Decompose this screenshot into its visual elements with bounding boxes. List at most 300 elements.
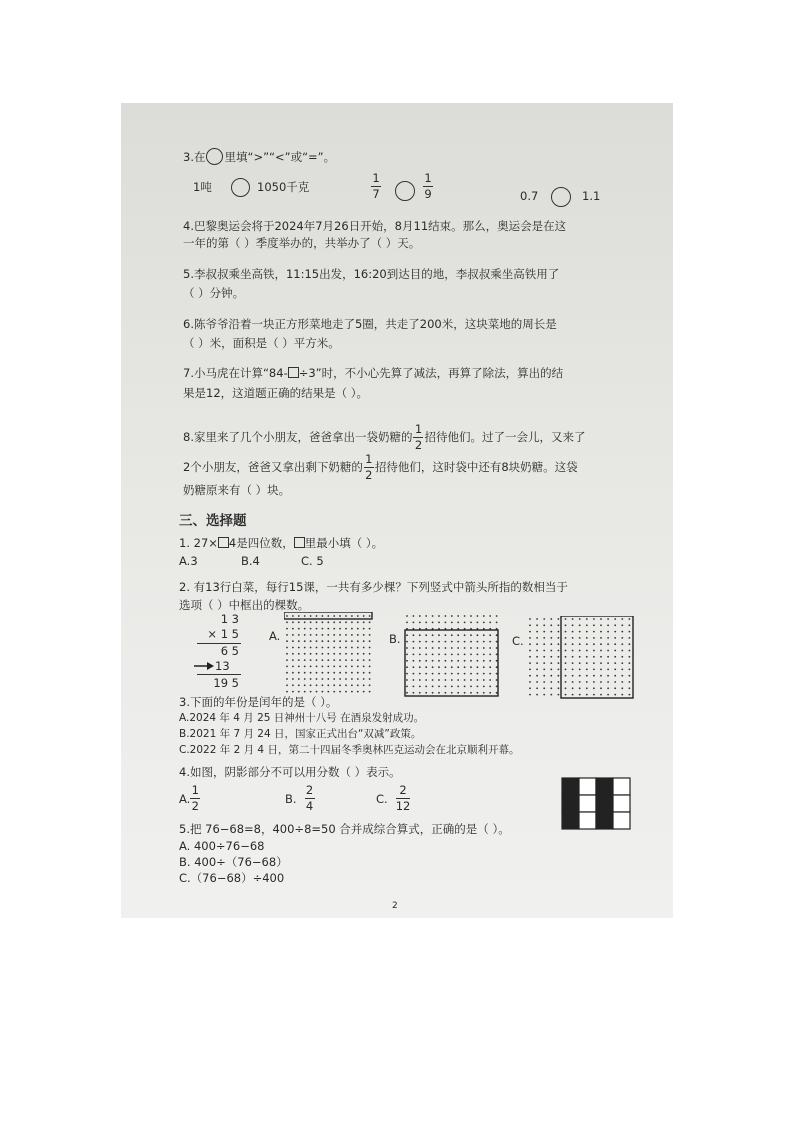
grid-dot — [457, 692, 459, 694]
c1-option-c[interactable]: C. 5 — [301, 554, 324, 568]
grid-dot — [536, 675, 538, 677]
grid-dot — [322, 653, 324, 655]
grid-dot — [286, 653, 288, 655]
grid-dot — [579, 631, 581, 633]
calc-row2: × 1 5 — [207, 627, 239, 641]
grid-dot — [558, 637, 560, 639]
grid-dot — [489, 647, 491, 649]
grid-dot — [286, 634, 288, 636]
grid-dot — [419, 673, 421, 675]
grid-dot — [406, 647, 408, 649]
grid-dot — [406, 660, 408, 662]
grid-dot — [550, 643, 552, 645]
grid-dot — [629, 694, 631, 696]
grid-dot — [496, 615, 498, 617]
grid-dot — [558, 643, 560, 645]
grid-dot — [432, 660, 434, 662]
grid-dot — [536, 618, 538, 620]
grid-dot — [572, 681, 574, 683]
grid-dot — [483, 622, 485, 624]
grid-dot — [489, 686, 491, 688]
c1-text-b: 4是四位数， — [228, 536, 294, 550]
grid-dot — [413, 679, 415, 681]
grid-dot — [536, 650, 538, 652]
grid-cell — [596, 778, 613, 795]
grid-dot — [419, 660, 421, 662]
grid-dot — [579, 669, 581, 671]
grid-dot — [621, 631, 623, 633]
dot-grid-b — [403, 612, 501, 698]
grid-dot — [496, 673, 498, 675]
grid-dot — [345, 659, 347, 661]
grid-dot — [565, 656, 567, 658]
grid-dot — [483, 673, 485, 675]
grid-dot — [464, 666, 466, 668]
grid-dot — [543, 687, 545, 689]
grid-dot — [451, 654, 453, 656]
grid-dot — [543, 618, 545, 620]
grid-dot — [406, 686, 408, 688]
grid-dot — [483, 641, 485, 643]
grid-dot — [413, 666, 415, 668]
grid-dot — [292, 672, 294, 674]
grid-dot — [451, 622, 453, 624]
grid-dot — [529, 643, 531, 645]
q6-line1: 6.陈爷爷沿着一块正方形菜地走了5圈，共走了200米，这块菜地的周长是 — [183, 317, 557, 331]
grid-dot — [310, 653, 312, 655]
q7-text-b: ÷3”时，不小心先算了减法，再算了除法，算出的结 — [298, 366, 564, 380]
arrow-icon — [193, 660, 215, 672]
grid-dot — [477, 692, 479, 694]
grid-dot — [322, 634, 324, 636]
grid-dot — [425, 634, 427, 636]
c5-option-b[interactable]: B. 400÷（76−68） — [179, 855, 288, 869]
grid-dot — [316, 659, 318, 661]
grid-dot — [470, 679, 472, 681]
grid-dot — [369, 672, 371, 674]
c2-option-a-label[interactable]: A. — [269, 629, 281, 643]
grid-dot — [363, 684, 365, 686]
c1-option-a[interactable]: A.3 — [179, 554, 198, 568]
grid-dot — [543, 656, 545, 658]
page-number: 2 — [392, 901, 398, 911]
grid-dot — [621, 681, 623, 683]
grid-dot — [438, 673, 440, 675]
grid-dot — [304, 691, 306, 693]
grid-dot — [607, 681, 609, 683]
grid-dot — [572, 662, 574, 664]
grid-dot — [629, 669, 631, 671]
grid-dot — [339, 621, 341, 623]
grid-dot — [445, 673, 447, 675]
q4-line2: 一年的第（ ）季度举办的，共举办了（ ）天。 — [183, 236, 421, 250]
fraction-numerator: 1 — [365, 452, 373, 466]
grid-dot — [621, 662, 623, 664]
c1-option-b[interactable]: B.4 — [241, 554, 260, 568]
grid-dot — [579, 618, 581, 620]
grid-dot — [558, 624, 560, 626]
grid-dot — [543, 650, 545, 652]
c2-option-b-label[interactable]: B. — [389, 632, 401, 646]
grid-dot — [451, 686, 453, 688]
grid-dot — [593, 662, 595, 664]
grid-dot — [369, 647, 371, 649]
grid-dot — [483, 615, 485, 617]
grid-cell — [562, 812, 579, 829]
grid-dot — [565, 650, 567, 652]
grid-dot — [286, 628, 288, 630]
grid-dot — [445, 660, 447, 662]
c3-option-c[interactable]: C.2022 年 2 月 4 日，第二十四届冬季奥林匹克运动会在北京顺利开幕。 — [179, 744, 520, 756]
grid-dot — [304, 628, 306, 630]
shaded-grid-figure — [561, 777, 631, 833]
grid-dot — [621, 624, 623, 626]
fraction-numerator: 1 — [372, 171, 380, 185]
grid-dot — [621, 687, 623, 689]
grid-dot — [483, 654, 485, 656]
grid-dot — [345, 640, 347, 642]
grid-dot — [579, 624, 581, 626]
grid-dot — [621, 643, 623, 645]
grid-dot — [438, 692, 440, 694]
grid-dot — [586, 637, 588, 639]
grid-dot — [529, 681, 531, 683]
grid-dot — [339, 628, 341, 630]
grid-dot — [298, 628, 300, 630]
grid-dot — [543, 643, 545, 645]
grid-dot — [363, 621, 365, 623]
grid-dot — [629, 650, 631, 652]
grid-dot — [369, 666, 371, 668]
grid-dot — [529, 618, 531, 620]
grid-dot — [477, 641, 479, 643]
grid-dot — [529, 637, 531, 639]
grid-cell — [613, 812, 630, 829]
c4-option-b[interactable] — [285, 784, 315, 813]
grid-dot — [536, 662, 538, 664]
grid-dot — [614, 631, 616, 633]
grid-dot — [316, 691, 318, 693]
c1-prompt — [179, 535, 383, 551]
grid-dot — [621, 675, 623, 677]
grid-dot — [558, 662, 560, 664]
blank-circle[interactable] — [206, 148, 223, 165]
grid-dot — [333, 684, 335, 686]
grid-dot — [310, 672, 312, 674]
grid-dot — [369, 684, 371, 686]
c5-option-a[interactable]: A. 400÷76−68 — [179, 839, 265, 853]
grid-dot — [304, 666, 306, 668]
q8-line1 — [183, 423, 585, 452]
fraction-denominator: 2 — [414, 438, 423, 452]
grid-dot — [339, 691, 341, 693]
option-label: B. — [285, 791, 297, 806]
grid-dot — [489, 692, 491, 694]
grid-dot — [529, 656, 531, 658]
grid-dot — [565, 681, 567, 683]
grid-cell — [579, 795, 596, 812]
grid-dot — [477, 686, 479, 688]
grid-dot — [536, 681, 538, 683]
grid-dot — [438, 679, 440, 681]
grid-dot — [445, 615, 447, 617]
grid-dot — [457, 660, 459, 662]
grid-dot — [425, 615, 427, 617]
grid-dot — [464, 686, 466, 688]
grid-dot — [477, 622, 479, 624]
grid-dot — [286, 678, 288, 680]
grid-dot — [304, 659, 306, 661]
grid-dot — [457, 673, 459, 675]
grid-dot — [316, 678, 318, 680]
grid-cell — [579, 812, 596, 829]
grid-dot — [496, 641, 498, 643]
grid-dot — [310, 615, 312, 617]
grid-dot — [470, 622, 472, 624]
grid-dot — [600, 643, 602, 645]
q7-line2: 果是12，这道题正确的结果是（ ）。 — [183, 386, 369, 400]
grid-dot — [600, 669, 602, 671]
c2-line1: 2. 有13行白菜，每行15课，一共有多少棵？下列竖式中箭头所指的数相当于 — [179, 580, 568, 594]
grid-dot — [369, 640, 371, 642]
grid-dot — [345, 647, 347, 649]
grid-dot — [451, 660, 453, 662]
grid-dot — [316, 653, 318, 655]
grid-dot — [496, 634, 498, 636]
calc-row1: 1 3 — [220, 612, 239, 626]
grid-dot — [496, 679, 498, 681]
grid-dot — [477, 666, 479, 668]
grid-dot — [292, 615, 294, 617]
grid-dot — [369, 659, 371, 661]
q8-text-a: 8.家里来了几个小朋友，爸爸拿出一袋奶糖的 — [183, 430, 413, 444]
q8-text-b: 招待他们。过了一会儿，又来了 — [424, 430, 586, 444]
grid-dot — [464, 679, 466, 681]
grid-dot — [419, 686, 421, 688]
grid-dot — [363, 691, 365, 693]
grid-dot — [621, 637, 623, 639]
grid-dot — [316, 640, 318, 642]
grid-dot — [316, 684, 318, 686]
grid-dot — [333, 653, 335, 655]
grid-dot — [298, 621, 300, 623]
grid-dot — [327, 691, 329, 693]
grid-dot — [339, 666, 341, 668]
grid-dot — [457, 686, 459, 688]
grid-dot — [327, 621, 329, 623]
grid-dot — [489, 641, 491, 643]
grid-dot — [432, 654, 434, 656]
grid-dot — [425, 647, 427, 649]
grid-dot — [425, 660, 427, 662]
grid-dot — [432, 641, 434, 643]
grid-dot — [413, 641, 415, 643]
grid-dot — [464, 654, 466, 656]
q8-text-c: 2个小朋友，爸爸又拿出剩下奶糖的 — [183, 460, 363, 474]
grid-dot — [351, 628, 353, 630]
c2-option-c-label[interactable]: C. — [512, 634, 524, 648]
grid-dot — [345, 691, 347, 693]
grid-dot — [406, 622, 408, 624]
grid-dot — [543, 624, 545, 626]
blank-square[interactable] — [294, 537, 305, 548]
grid-dot — [457, 647, 459, 649]
grid-dot — [489, 673, 491, 675]
grid-dot — [451, 666, 453, 668]
grid-dot — [489, 634, 491, 636]
grid-dot — [586, 675, 588, 677]
grid-dot — [363, 628, 365, 630]
grid-dot — [310, 659, 312, 661]
grid-dot — [565, 675, 567, 677]
grid-dot — [614, 624, 616, 626]
grid-dot — [298, 659, 300, 661]
grid-dot — [483, 647, 485, 649]
grid-dot — [351, 672, 353, 674]
grid-dot — [565, 669, 567, 671]
grid-dot — [406, 666, 408, 668]
grid-dot — [489, 660, 491, 662]
grid-dot — [292, 628, 294, 630]
q3-item1-circle[interactable] — [231, 178, 250, 197]
grid-dot — [565, 618, 567, 620]
grid-dot — [464, 660, 466, 662]
option-label: A. — [179, 791, 191, 806]
grid-dot — [586, 618, 588, 620]
c4-option-c[interactable] — [376, 784, 410, 813]
grid-dot — [483, 660, 485, 662]
grid-dot — [327, 653, 329, 655]
grid-dot — [438, 647, 440, 649]
grid-dot — [292, 684, 294, 686]
blank-square[interactable] — [288, 367, 299, 378]
c2-line2: 选项（ ）中框出的棵数。 — [179, 598, 310, 612]
grid-dot — [406, 654, 408, 656]
grid-dot — [470, 660, 472, 662]
grid-dot — [629, 618, 631, 620]
calc-row5: 19 5 — [213, 676, 239, 690]
grid-dot — [316, 628, 318, 630]
grid-dot — [536, 624, 538, 626]
c5-option-c[interactable]: C.（76−68）÷400 — [179, 871, 285, 885]
grid-dot — [327, 615, 329, 617]
c3-option-b[interactable]: B.2021 年 7 月 24 日，国家正式出台“双减”政策。 — [179, 728, 422, 740]
c4-option-a[interactable] — [179, 784, 200, 813]
grid-dot — [464, 615, 466, 617]
grid-dot — [339, 640, 341, 642]
grid-dot — [432, 673, 434, 675]
grid-dot — [357, 615, 359, 617]
grid-dot — [286, 647, 288, 649]
grid-dot — [310, 691, 312, 693]
grid-dot — [600, 631, 602, 633]
grid-dot — [327, 634, 329, 636]
grid-dot — [304, 672, 306, 674]
grid-dot — [600, 637, 602, 639]
grid-dot — [432, 634, 434, 636]
grid-dot — [345, 653, 347, 655]
q5-line1: 5.李叔叔乘坐高铁，11:15出发，16:20到达目的地，李叔叔乘坐高铁用了 — [183, 267, 560, 281]
grid-dot — [363, 647, 365, 649]
q3-item3-right: 1.1 — [582, 189, 601, 203]
grid-cell — [613, 778, 630, 795]
grid-dot — [322, 691, 324, 693]
grid-dot — [558, 631, 560, 633]
grid-dot — [614, 694, 616, 696]
grid-dot — [579, 681, 581, 683]
grid-dot — [339, 672, 341, 674]
grid-dot — [470, 641, 472, 643]
grid-dot — [425, 622, 427, 624]
grid-dot — [339, 659, 341, 661]
grid-dot — [529, 669, 531, 671]
grid-dot — [438, 686, 440, 688]
grid-dot — [607, 675, 609, 677]
grid-dot — [322, 615, 324, 617]
grid-dot — [351, 684, 353, 686]
grid-dot — [572, 675, 574, 677]
grid-dot — [406, 673, 408, 675]
grid-dot — [586, 656, 588, 658]
blank-square[interactable] — [218, 537, 229, 548]
grid-dot — [572, 687, 574, 689]
grid-dot — [425, 679, 427, 681]
grid-dot — [543, 694, 545, 696]
grid-dot — [529, 650, 531, 652]
grid-dot — [357, 647, 359, 649]
grid-dot — [483, 679, 485, 681]
grid-dot — [425, 654, 427, 656]
grid-dot — [629, 643, 631, 645]
grid-dot — [438, 634, 440, 636]
q3-item2-left-fraction — [371, 172, 381, 201]
grid-dot — [600, 650, 602, 652]
grid-dot — [298, 691, 300, 693]
grid-dot — [614, 687, 616, 689]
grid-dot — [327, 628, 329, 630]
q3-item3-circle[interactable] — [551, 187, 571, 207]
grid-dot — [629, 662, 631, 664]
c3-option-a[interactable]: A.2024 年 4 月 25 日神州十八号 在酒泉发射成功。 — [179, 712, 425, 724]
grid-dot — [419, 647, 421, 649]
grid-dot — [470, 634, 472, 636]
grid-dot — [292, 640, 294, 642]
grid-dot — [298, 672, 300, 674]
q8-line3: 奶糖原来有（ ）块。 — [183, 483, 291, 497]
grid-dot — [600, 694, 602, 696]
grid-dot — [543, 681, 545, 683]
grid-dot — [600, 624, 602, 626]
grid-dot — [579, 687, 581, 689]
grid-dot — [357, 653, 359, 655]
q3-item2-circle[interactable] — [395, 181, 415, 201]
grid-dot — [357, 678, 359, 680]
grid-dot — [286, 615, 288, 617]
grid-dot — [529, 662, 531, 664]
q4-line1: 4.巴黎奥运会将于2024年7月26日开始，8月11结束。那么，奥运会是在这 — [183, 219, 567, 233]
grid-dot — [406, 634, 408, 636]
grid-dot — [357, 666, 359, 668]
grid-dot — [629, 656, 631, 658]
grid-dot — [529, 675, 531, 677]
grid-dot — [357, 628, 359, 630]
grid-dot — [286, 684, 288, 686]
grid-dot — [425, 666, 427, 668]
grid-dot — [496, 686, 498, 688]
grid-dot — [614, 618, 616, 620]
fraction-denominator: 4 — [305, 799, 314, 813]
grid-dot — [558, 681, 560, 683]
